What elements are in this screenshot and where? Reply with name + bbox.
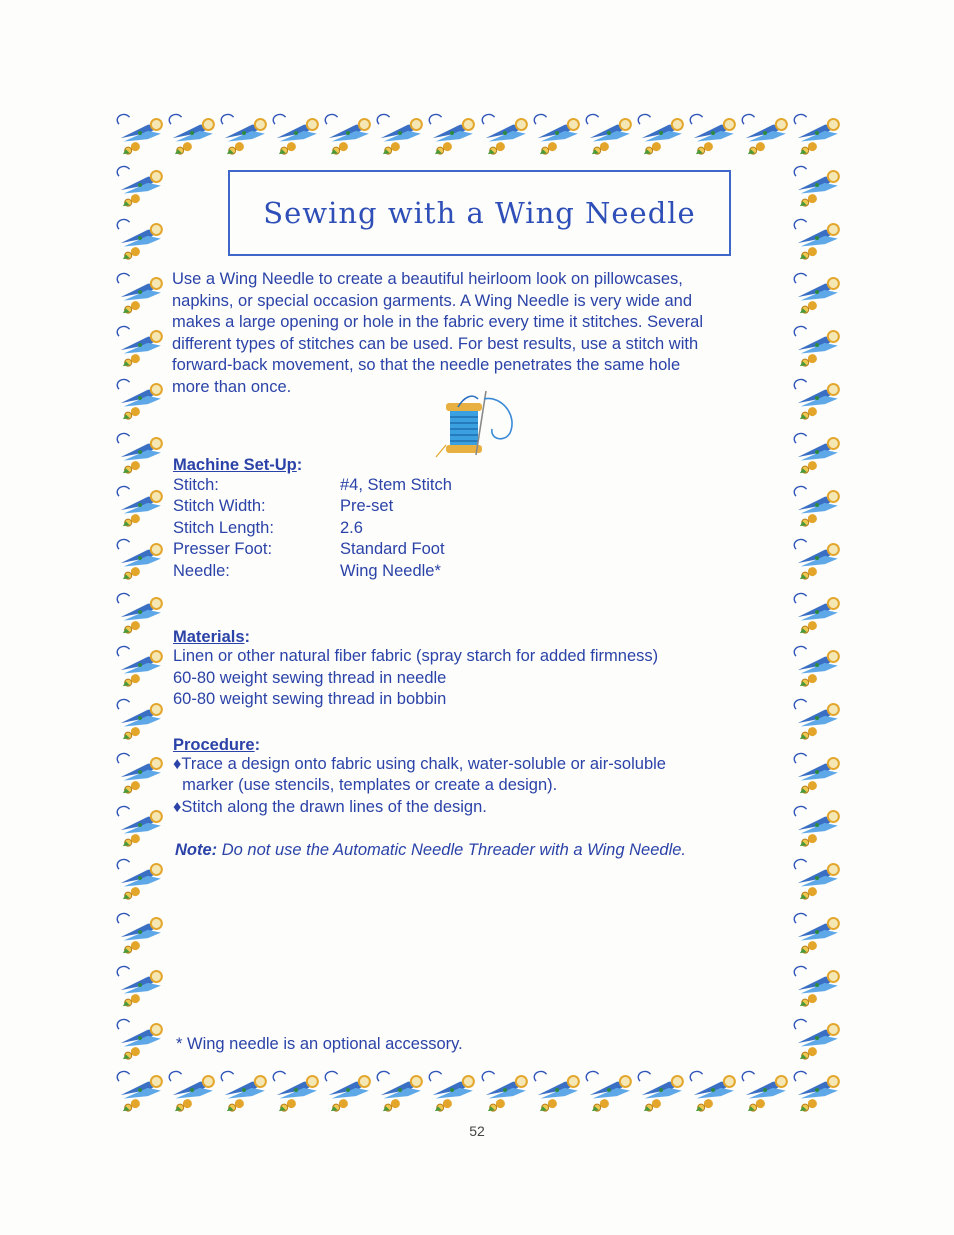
scissors-icon bbox=[113, 210, 167, 260]
scissors-icon bbox=[113, 690, 167, 740]
scissors-icon bbox=[113, 637, 167, 687]
scissors-icon bbox=[113, 584, 167, 634]
scissors-icon bbox=[738, 1062, 792, 1112]
scissors-icon bbox=[790, 370, 844, 420]
scissors-icon bbox=[530, 105, 584, 155]
scissors-icon bbox=[217, 105, 271, 155]
scissors-icon bbox=[113, 370, 167, 420]
scissors-icon bbox=[790, 210, 844, 260]
scissors-icon bbox=[790, 584, 844, 634]
setup-value: Standard Foot bbox=[340, 540, 445, 558]
scissors-icon bbox=[634, 1062, 688, 1112]
scissors-icon bbox=[113, 264, 167, 314]
scissors-icon bbox=[321, 105, 375, 155]
setup-label: Stitch Width: bbox=[173, 497, 266, 515]
machine-setup-heading bbox=[173, 456, 302, 475]
scissors-icon bbox=[790, 904, 844, 954]
setup-label: Needle: bbox=[173, 562, 230, 580]
materials-heading-text: Materials bbox=[173, 628, 245, 646]
scissors-icon bbox=[113, 424, 167, 474]
setup-row-stitch bbox=[173, 476, 593, 498]
scissors-icon bbox=[790, 637, 844, 687]
setup-label: Presser Foot: bbox=[173, 540, 273, 558]
scissors-icon bbox=[269, 105, 323, 155]
scissors-icon bbox=[582, 105, 636, 155]
scissors-icon bbox=[790, 797, 844, 847]
setup-label: Stitch: bbox=[173, 476, 219, 494]
scissors-icon bbox=[113, 957, 167, 1007]
heading-colon: : bbox=[244, 628, 251, 646]
scissors-icon bbox=[790, 157, 844, 207]
setup-label: Stitch Length: bbox=[173, 519, 274, 537]
scissors-icon bbox=[790, 530, 844, 580]
scissors-icon bbox=[113, 1010, 167, 1060]
scissors-icon bbox=[113, 904, 167, 954]
procedure-step: marker (use stencils, templates or create a design). bbox=[173, 776, 558, 794]
scissors-icon bbox=[165, 1062, 219, 1112]
intro-line: forward-back movement, so that the needle penetrates the same hole bbox=[172, 356, 681, 375]
materials-item: Linen or other natural fiber fabric (spray starch for added firmness) bbox=[173, 647, 659, 665]
scissors-icon bbox=[790, 317, 844, 367]
scissors-icon bbox=[373, 1062, 427, 1112]
scissors-icon bbox=[790, 424, 844, 474]
scissors-icon bbox=[113, 157, 167, 207]
scissors-icon bbox=[113, 477, 167, 527]
scissors-icon bbox=[425, 105, 479, 155]
scissors-icon bbox=[790, 690, 844, 740]
materials-item: 60-80 weight sewing thread in bobbin bbox=[173, 690, 447, 708]
note-text: Do not use the Automatic Needle Threader with a Wing Needle. bbox=[217, 841, 686, 859]
title-box bbox=[228, 170, 731, 256]
scissors-icon bbox=[790, 1062, 844, 1112]
scissors-icon bbox=[113, 744, 167, 794]
intro-line: napkins, or special occasion garments. A Wing Needle is very wide and bbox=[172, 291, 693, 310]
intro-line: Use a Wing Needle to create a beautiful heirloom look on pillowcases, bbox=[172, 270, 683, 288]
heading-colon: : bbox=[254, 736, 261, 754]
intro-line: makes a large opening or hole in the fabric every time it stitches. Several bbox=[172, 313, 704, 332]
scissors-icon bbox=[790, 850, 844, 900]
scissors-icon bbox=[530, 1062, 584, 1112]
scissors-icon bbox=[113, 530, 167, 580]
intro-line: different types of stitches can be used. For best results, use a stitch with bbox=[172, 334, 699, 353]
materials-heading bbox=[173, 628, 250, 647]
setup-row-stitch-width bbox=[173, 497, 593, 519]
intro-line: more than once. bbox=[172, 377, 292, 396]
thread-spool-icon bbox=[426, 385, 524, 467]
scissors-icon bbox=[269, 1062, 323, 1112]
procedure-step: ♦Trace a design onto fabric using chalk, water-soluble or air-soluble bbox=[173, 755, 666, 773]
procedure-heading bbox=[173, 736, 260, 755]
scissors-icon bbox=[113, 105, 167, 155]
setup-row-presser-foot bbox=[173, 540, 593, 562]
scissors-icon bbox=[478, 1062, 532, 1112]
scissors-icon bbox=[113, 1062, 167, 1112]
setup-value: Wing Needle* bbox=[340, 562, 441, 580]
setup-row-stitch-length bbox=[173, 519, 593, 541]
setup-value: Pre-set bbox=[340, 497, 394, 515]
scissors-icon bbox=[478, 105, 532, 155]
setup-value: 2.6 bbox=[340, 519, 363, 537]
scissors-icon bbox=[790, 477, 844, 527]
scissors-icon bbox=[686, 1062, 740, 1112]
footnote: * Wing needle is an optional accessory. bbox=[176, 1035, 463, 1053]
materials-item: 60-80 weight sewing thread in needle bbox=[173, 669, 447, 687]
heading-colon: : bbox=[296, 456, 303, 474]
scissors-icon bbox=[738, 105, 792, 155]
machine-setup-heading-text: Machine Set-Up bbox=[173, 456, 297, 474]
scissors-icon bbox=[113, 797, 167, 847]
scissors-icon bbox=[790, 1010, 844, 1060]
scissors-icon bbox=[113, 317, 167, 367]
scissors-icon bbox=[113, 850, 167, 900]
scissors-icon bbox=[425, 1062, 479, 1112]
scissors-icon bbox=[790, 744, 844, 794]
scissors-icon bbox=[165, 105, 219, 155]
procedure-heading-text: Procedure bbox=[173, 736, 255, 754]
scissors-icon bbox=[217, 1062, 271, 1112]
scissors-icon bbox=[790, 105, 844, 155]
scissors-icon bbox=[686, 105, 740, 155]
intro-paragraph bbox=[172, 269, 787, 399]
page-title: Sewing with a Wing Needle bbox=[263, 196, 696, 230]
scissors-icon bbox=[634, 105, 688, 155]
setup-value: #4, Stem Stitch bbox=[340, 476, 452, 494]
setup-row-needle bbox=[173, 562, 593, 584]
scissors-icon bbox=[790, 264, 844, 314]
scissors-icon bbox=[321, 1062, 375, 1112]
procedure-step: ♦Stitch along the drawn lines of the design. bbox=[173, 798, 487, 816]
scissors-icon bbox=[790, 957, 844, 1007]
scissors-icon bbox=[582, 1062, 636, 1112]
page-number: 52 bbox=[469, 1123, 485, 1139]
note bbox=[175, 841, 686, 860]
note-label: Note: bbox=[175, 841, 218, 859]
scissors-icon bbox=[373, 105, 427, 155]
